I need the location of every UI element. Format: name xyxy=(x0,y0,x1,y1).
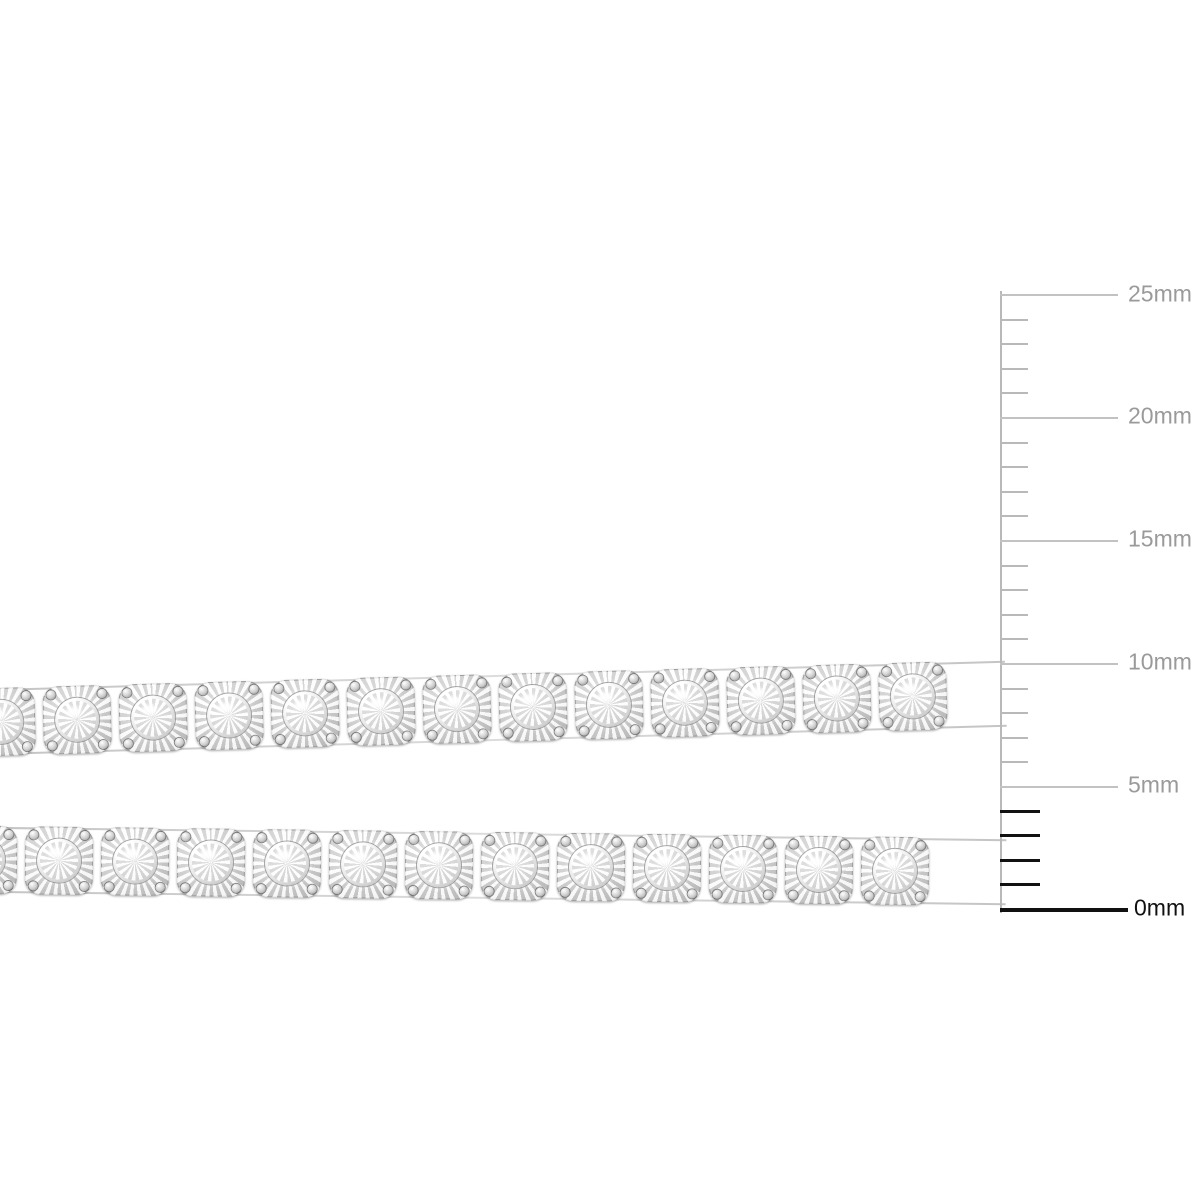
setting-prong xyxy=(612,888,621,897)
bracelet-link xyxy=(0,822,20,897)
setting-prong xyxy=(764,890,773,899)
ruler-axis xyxy=(1000,291,1002,913)
bracelet-lower xyxy=(0,812,1007,920)
ruler-label-0mm: 0mm xyxy=(1134,894,1186,921)
bracelet-link xyxy=(191,677,267,753)
setting-prong xyxy=(561,837,570,846)
bracelet-link xyxy=(554,830,629,905)
setting-prong xyxy=(840,840,849,849)
setting-prong xyxy=(460,836,469,845)
ruler-minor-tick xyxy=(1000,491,1028,493)
ruler-major-tick xyxy=(1000,786,1118,788)
ruler-minor-tick xyxy=(1000,638,1028,640)
setting-prong xyxy=(485,836,494,845)
bracelet-upper xyxy=(0,646,1007,770)
bracelet-link xyxy=(174,825,249,900)
setting-prong xyxy=(308,885,317,894)
setting-prong xyxy=(105,831,114,840)
bracelet-link xyxy=(478,829,553,904)
ruler-major-tick xyxy=(1000,417,1118,419)
ruler-zero-subtick xyxy=(1000,810,1040,813)
setting-prong xyxy=(181,832,190,841)
setting-prong xyxy=(232,833,241,842)
setting-prong xyxy=(789,840,798,849)
bracelet-link xyxy=(630,831,705,906)
setting-prong xyxy=(257,833,266,842)
setting-prong xyxy=(181,883,190,892)
setting-prong xyxy=(4,881,13,890)
ruler-minor-tick xyxy=(1000,442,1028,444)
bracelet-link xyxy=(419,671,495,747)
setting-prong xyxy=(460,887,469,896)
bracelet-link xyxy=(250,826,325,901)
bracelet-link xyxy=(402,828,477,903)
setting-prong xyxy=(561,888,570,897)
setting-prong xyxy=(409,886,418,895)
ruler-minor-tick xyxy=(1000,688,1028,690)
setting-prong xyxy=(384,835,393,844)
ruler-minor-tick xyxy=(1000,565,1028,567)
ruler-minor-tick xyxy=(1000,319,1028,321)
ruler-zero-subtick xyxy=(1000,883,1040,886)
setting-prong xyxy=(713,890,722,899)
ruler-label-20mm: 20mm xyxy=(1128,402,1192,429)
setting-prong xyxy=(840,891,849,900)
bracelet-link xyxy=(799,660,875,736)
ruler-minor-tick xyxy=(1000,368,1028,370)
setting-prong xyxy=(156,883,165,892)
setting-prong xyxy=(688,838,697,847)
setting-prong xyxy=(713,839,722,848)
setting-prong xyxy=(257,884,266,893)
bracelet-link xyxy=(22,823,97,898)
bracelet-link xyxy=(326,827,401,902)
setting-prong xyxy=(105,882,114,891)
setting-prong xyxy=(865,892,874,901)
setting-prong xyxy=(4,830,13,839)
ruler-minor-tick xyxy=(1000,737,1028,739)
setting-prong xyxy=(637,838,646,847)
setting-prong xyxy=(80,882,89,891)
setting-prong xyxy=(333,885,342,894)
millimeter-ruler xyxy=(1000,280,1200,925)
setting-prong xyxy=(536,836,545,845)
setting-prong xyxy=(485,887,494,896)
diamond-stone xyxy=(189,840,234,885)
ruler-major-tick xyxy=(1000,294,1118,296)
bracelet-link xyxy=(647,665,723,741)
setting-prong xyxy=(232,884,241,893)
bracelet-link xyxy=(267,675,343,751)
setting-prong xyxy=(29,881,38,890)
setting-prong xyxy=(536,887,545,896)
ruler-zero-baseline xyxy=(1000,908,1128,912)
ruler-minor-tick xyxy=(1000,343,1028,345)
ruler-label-5mm: 5mm xyxy=(1128,771,1180,798)
ruler-minor-tick xyxy=(1000,392,1028,394)
bracelet-link xyxy=(343,673,419,749)
setting-prong xyxy=(409,835,418,844)
bracelet-link xyxy=(706,832,781,907)
bracelet-link xyxy=(495,669,571,745)
bracelet-link xyxy=(858,833,933,908)
ruler-label-15mm: 15mm xyxy=(1128,525,1192,552)
setting-prong xyxy=(789,891,798,900)
ruler-minor-tick xyxy=(1000,614,1028,616)
bracelet-band xyxy=(0,657,1007,759)
ruler-major-tick xyxy=(1000,540,1118,542)
bracelet-band xyxy=(0,823,1006,909)
setting-prong xyxy=(29,830,38,839)
ruler-minor-tick xyxy=(1000,712,1028,714)
setting-prong xyxy=(308,834,317,843)
setting-prong xyxy=(80,831,89,840)
ruler-minor-tick xyxy=(1000,761,1028,763)
bracelet-link xyxy=(39,682,115,758)
setting-prong xyxy=(637,889,646,898)
ruler-minor-tick xyxy=(1000,589,1028,591)
bracelet-link xyxy=(875,658,951,734)
bracelet-link xyxy=(0,684,39,760)
setting-prong xyxy=(156,832,165,841)
ruler-zero-subtick xyxy=(1000,834,1040,837)
setting-prong xyxy=(916,892,925,901)
bracelet-link xyxy=(115,680,191,756)
ruler-major-tick xyxy=(1000,663,1118,665)
setting-prong xyxy=(688,889,697,898)
setting-prong xyxy=(916,841,925,850)
bracelet-link xyxy=(98,824,173,899)
bracelet-link xyxy=(723,663,799,739)
setting-prong xyxy=(384,886,393,895)
ruler-minor-tick xyxy=(1000,515,1028,517)
ruler-label-10mm: 10mm xyxy=(1128,648,1192,675)
ruler-minor-tick xyxy=(1000,466,1028,468)
setting-prong xyxy=(865,841,874,850)
setting-prong xyxy=(764,839,773,848)
bracelet-link xyxy=(782,832,857,907)
bracelet-link xyxy=(571,667,647,743)
ruler-zero-subtick xyxy=(1000,859,1040,862)
ruler-label-25mm: 25mm xyxy=(1128,280,1192,307)
setting-prong xyxy=(333,834,342,843)
setting-prong xyxy=(612,837,621,846)
